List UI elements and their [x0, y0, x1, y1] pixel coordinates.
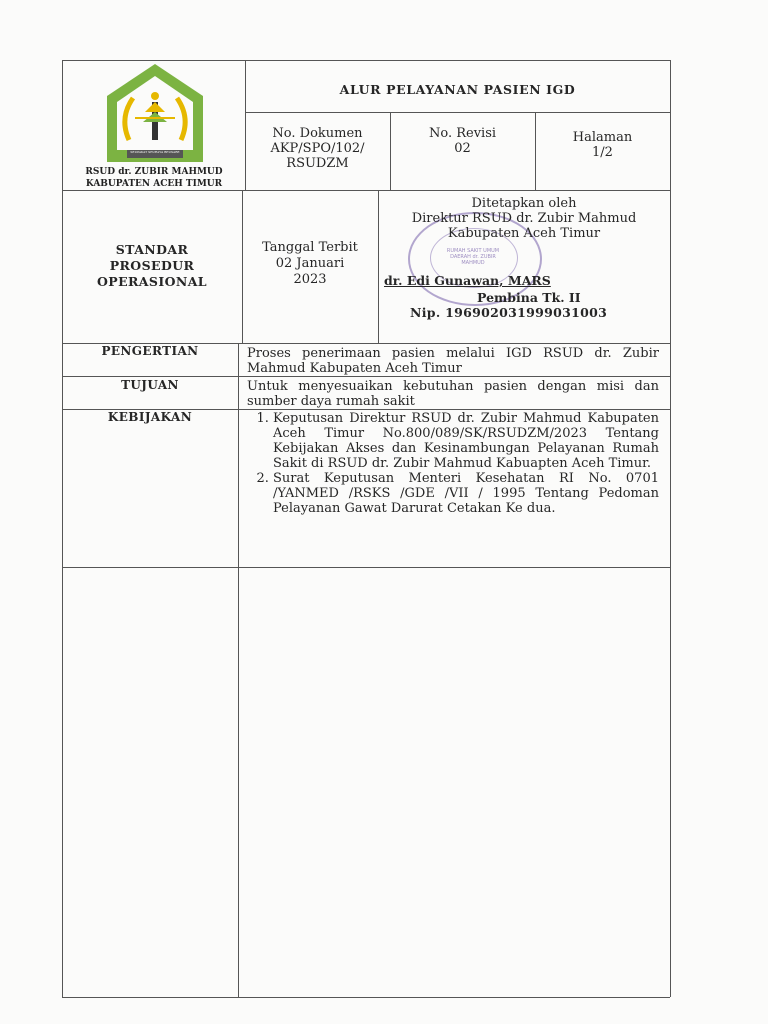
table-divider [62, 190, 670, 191]
doc-number-line1: AKP/SPO/102/ [270, 141, 365, 156]
table-divider [62, 567, 670, 568]
hospital-name-line1: RSUD dr. ZUBIR MAHMUD [85, 167, 223, 177]
sop-label-line1: STANDAR [115, 242, 189, 257]
page-label: Halaman [572, 130, 633, 145]
approved-by: Ditetapkan oleh [471, 196, 577, 211]
policy-item: 1. Keputusan Direktur RSUD dr. Zubir Mahmud Kabupaten Aceh Timur No.800/089/SK/RSUDZM/2023 Tentang Kebijakan Akses dan Kesinambungan Pelayanan Rumah Sakit di RSUD dr. Zubir Mahmud Kabuapten Aceh Timur. [273, 411, 659, 471]
logo-motto: SEUPAKAT SEURAYA BEUSABE [130, 150, 180, 154]
doc-number-label: No. Dokumen [272, 126, 363, 141]
director-name: dr. Edi Gunawan, MARS [384, 273, 551, 288]
page-cell [535, 130, 670, 160]
hospital-name [66, 166, 242, 190]
director-nip: Nip. 196902031999031003 [410, 305, 608, 320]
revision-value: 02 [454, 141, 471, 156]
sop-label-line2: PROSEDUR [109, 258, 195, 273]
kebijakan-label: KEBIJAKAN [107, 410, 193, 424]
table-divider [62, 376, 670, 377]
issue-date-label: Tanggal Terbit [262, 240, 358, 255]
table-divider [238, 343, 239, 997]
director-rank: Pembina Tk. II [477, 290, 581, 305]
pengertian-text: Proses penerimaan pasien melalui IGD RSUD dr. Zubir Mahmud Kabupaten Aceh Timur [247, 346, 659, 376]
page-value: 1/2 [592, 145, 613, 160]
approver-title-line1: Direktur RSUD dr. Zubir Mahmud [411, 211, 637, 226]
revision-label: No. Revisi [428, 126, 497, 141]
table-border-bottom [62, 997, 670, 998]
policy-list [247, 411, 659, 516]
policy-item: 2. Surat Keputusan Menteri Kesehatan RI No. 0701 /YANMED /RSKS /GDE /VII / 1995 Tentang Pedoman Pelayanan Gawat Darurat Cetakan Ke dua. [273, 471, 659, 516]
table-divider [245, 112, 670, 113]
tujuan-label: TUJUAN [121, 378, 179, 392]
approver-title-line2: Kabupaten Aceh Timur [447, 226, 601, 241]
approval-block [378, 196, 670, 241]
pengertian-label: PENGERTIAN [101, 344, 199, 358]
revision-cell [390, 126, 535, 156]
sop-label [62, 242, 242, 290]
issue-date-line1: 02 Januari [275, 256, 345, 271]
kebijakan-list [247, 411, 659, 516]
document-title: ALUR PELAYANAN PASIEN IGD [339, 82, 576, 97]
doc-number-cell [245, 126, 390, 171]
stamp-text: RUMAH SAKIT UMUM DAERAH dr. ZUBIR MAHMUD [446, 248, 500, 266]
tujuan-text: Untuk menyesuaikan kebutuhan pasien dengan misi dan sumber daya rumah sakit [247, 379, 659, 409]
issue-date-line2: 2023 [293, 272, 327, 287]
sop-label-line3: OPERASIONAL [97, 274, 207, 289]
doc-number-line2: RSUDZM [286, 156, 349, 171]
table-border-right [670, 60, 671, 997]
issue-date-cell [242, 240, 378, 288]
table-border-top [62, 60, 670, 61]
hospital-name-line2: KABUPATEN ACEH TIMUR [85, 179, 223, 189]
table-border-left [62, 60, 63, 997]
